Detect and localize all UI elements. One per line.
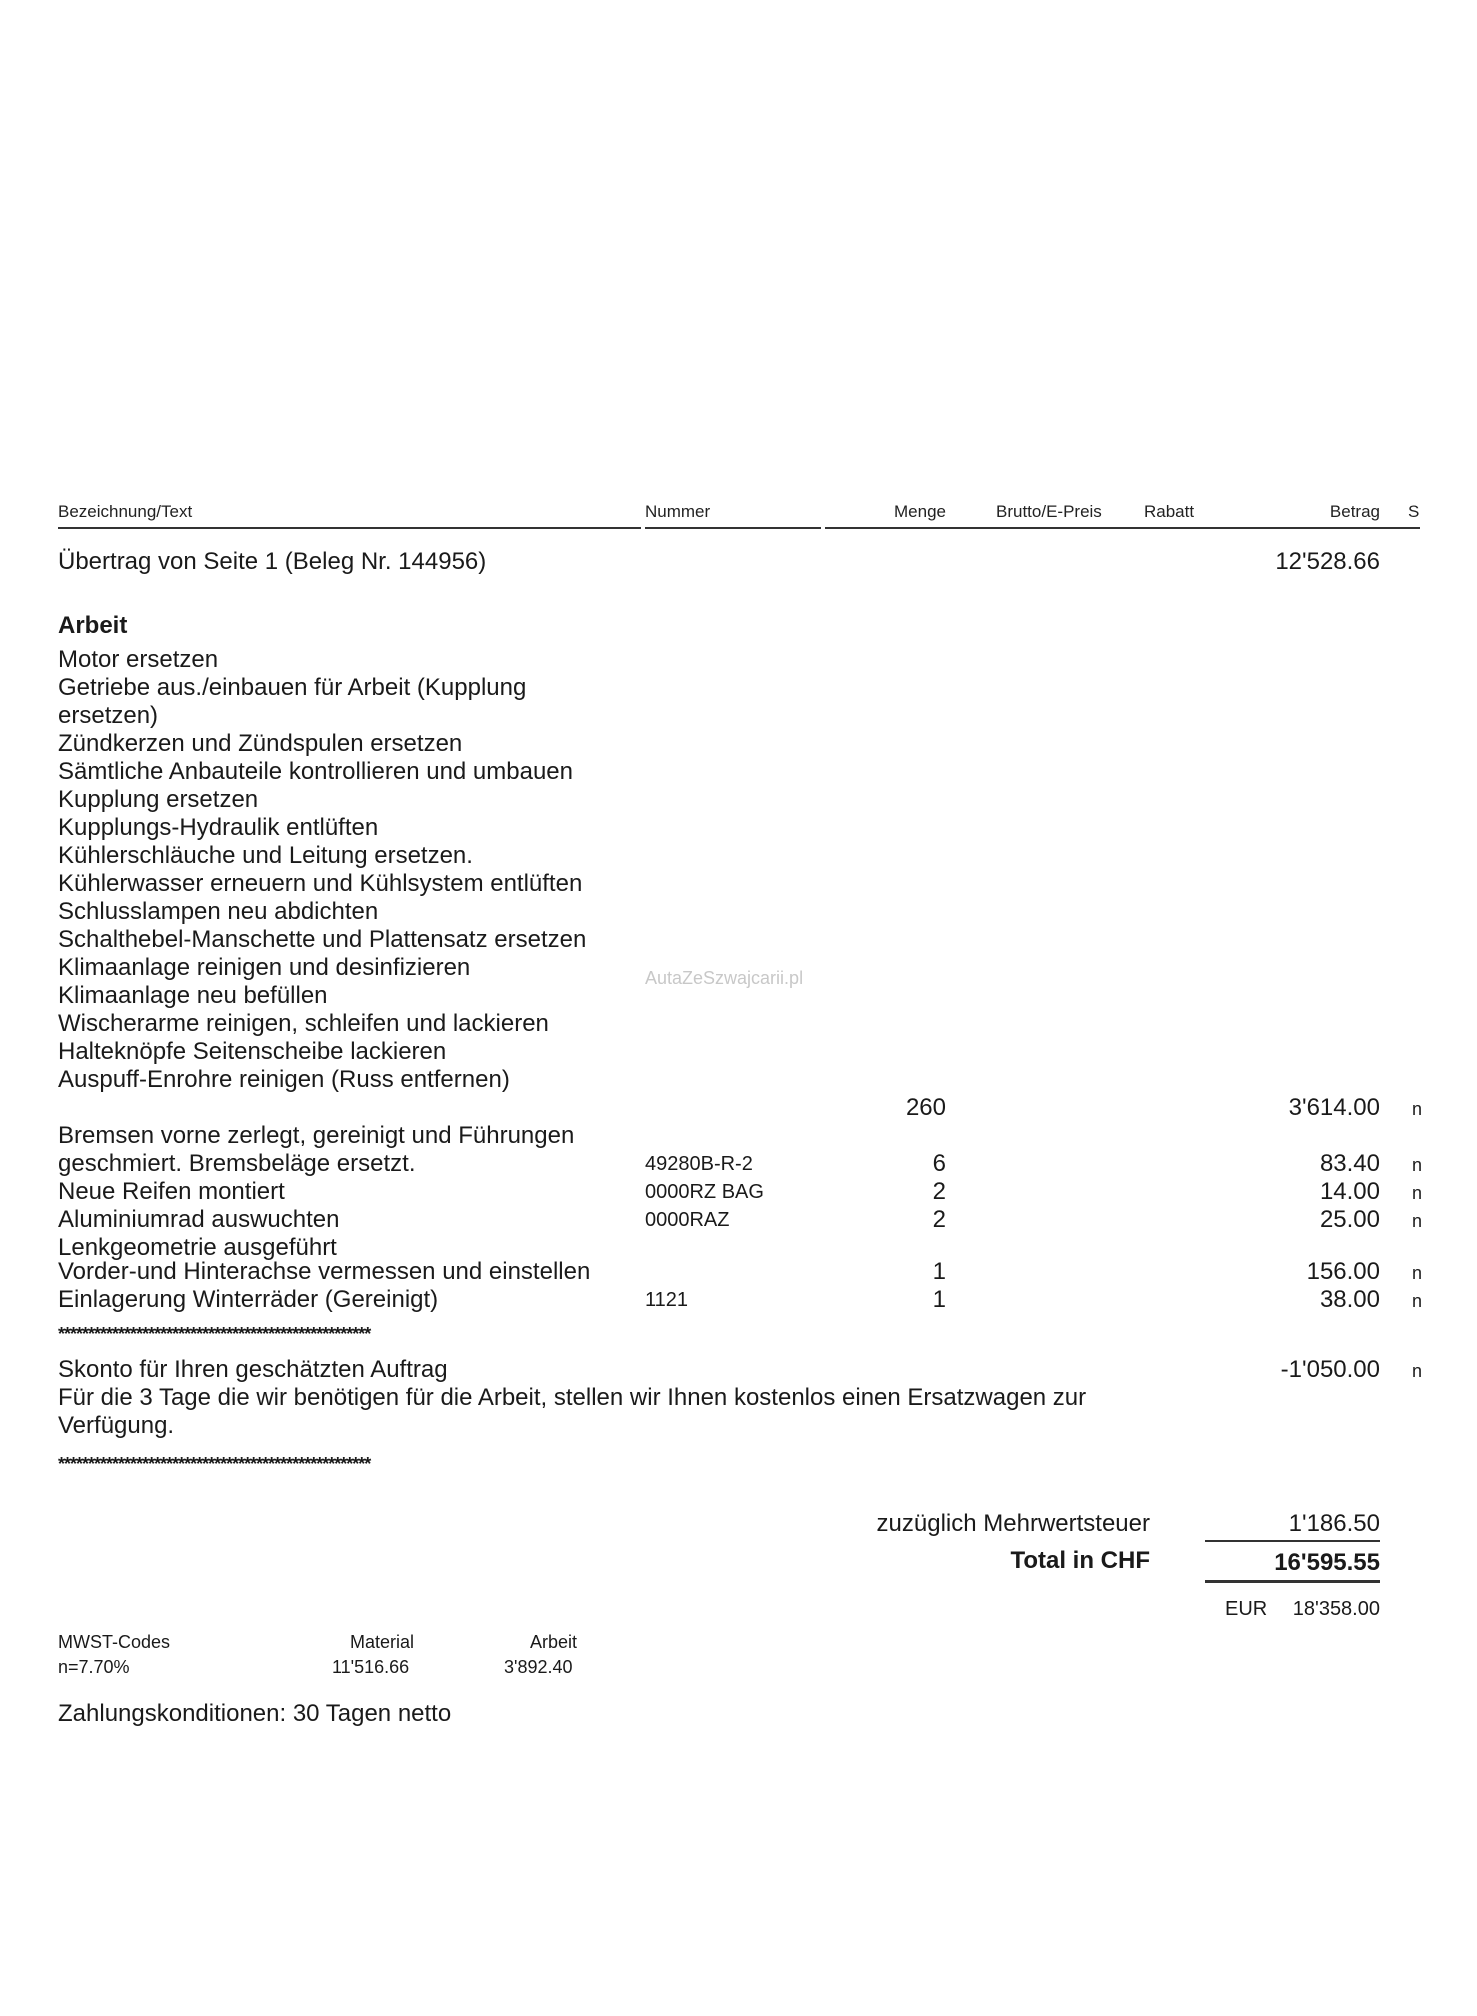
work-line: Klimaanlage neu befüllen bbox=[58, 982, 328, 1009]
item-betrag: 83.40 bbox=[1319, 1150, 1380, 1177]
col-header-preis: Brutto/E-Preis bbox=[996, 502, 1102, 521]
item-nummer: 0000RZ BAG bbox=[645, 1181, 764, 1203]
item-s: n bbox=[1412, 1155, 1423, 1175]
item-s: n bbox=[1412, 1183, 1423, 1203]
work-line: Wischerarme reinigen, schleifen und lackieren bbox=[58, 1010, 549, 1037]
item-menge: 6 bbox=[932, 1150, 946, 1177]
carry-over-amount: 12'528.66 bbox=[1275, 548, 1380, 575]
work-total-menge: 260 bbox=[905, 1094, 946, 1121]
item-betrag: 38.00 bbox=[1319, 1286, 1380, 1313]
eur-amount: 18'358.00 bbox=[1292, 1598, 1380, 1620]
item-text: Neue Reifen montiert bbox=[58, 1178, 285, 1205]
work-line: Halteknöpfe Seitenscheibe lackieren bbox=[58, 1038, 447, 1065]
total-amount: 16'595.55 bbox=[1274, 1549, 1380, 1576]
discount-line: Für die 3 Tage die wir benötigen für die Arbeit, stellen wir Ihnen kostenlos einen Ersatzwagen zur bbox=[58, 1384, 1087, 1411]
item-text: Aluminiumrad auswuchten bbox=[58, 1206, 340, 1233]
item-menge: 1 bbox=[932, 1286, 946, 1313]
work-total-s: n bbox=[1412, 1099, 1423, 1119]
item-s: n bbox=[1412, 1291, 1423, 1311]
eur-label: EUR bbox=[1225, 1598, 1268, 1620]
col-header-rabatt: Rabatt bbox=[1144, 502, 1195, 521]
col-header-menge: Menge bbox=[894, 502, 946, 521]
separator-stars: **************************************************** bbox=[58, 1324, 371, 1344]
item-text: geschmiert. Bremsbeläge ersetzt. bbox=[58, 1150, 416, 1177]
item-menge: 2 bbox=[932, 1178, 946, 1205]
item-text: Bremsen vorne zerlegt, gereinigt und Führungen bbox=[58, 1122, 575, 1149]
table-row bbox=[0, 1234, 1477, 1261]
discount-s: n bbox=[1412, 1361, 1423, 1381]
work-line: Schlusslampen neu abdichten bbox=[58, 898, 379, 925]
item-menge: 1 bbox=[932, 1258, 946, 1285]
table-row bbox=[0, 1122, 1477, 1150]
total-underline bbox=[1205, 1580, 1380, 1583]
work-line: Kühlerschläuche und Leitung ersetzen. bbox=[58, 842, 473, 869]
header-rule bbox=[645, 527, 821, 529]
item-nummer: 0000RAZ bbox=[645, 1209, 730, 1231]
work-line: Schalthebel-Manschette und Plattensatz ersetzen bbox=[58, 926, 587, 953]
item-betrag: 25.00 bbox=[1319, 1206, 1380, 1233]
vat-amount: 1'186.50 bbox=[1288, 1510, 1380, 1537]
mwst-title: MWST-Codes bbox=[58, 1632, 171, 1652]
mwst-col-arbeit: Arbeit bbox=[530, 1632, 578, 1652]
header-rule bbox=[825, 527, 1420, 529]
vat-underline bbox=[1205, 1540, 1380, 1542]
discount-amount: -1'050.00 bbox=[1280, 1356, 1380, 1383]
discount-line: Verfügung. bbox=[58, 1412, 175, 1439]
item-betrag: 14.00 bbox=[1319, 1178, 1380, 1205]
work-line: Kühlerwasser erneuern und Kühlsystem entlüften bbox=[58, 870, 583, 897]
discount-text bbox=[58, 1356, 1086, 1440]
col-header-text: Bezeichnung/Text bbox=[58, 502, 193, 521]
discount-line: Skonto für Ihren geschätzten Auftrag bbox=[58, 1356, 448, 1383]
item-betrag: 156.00 bbox=[1306, 1258, 1380, 1285]
section-title: Arbeit bbox=[58, 612, 128, 639]
work-line: Auspuff-Enrohre reinigen (Russ entfernen) bbox=[58, 1066, 510, 1093]
work-total-betrag: 3'614.00 bbox=[1288, 1094, 1380, 1121]
separator-stars: **************************************************** bbox=[58, 1454, 371, 1474]
item-text: Vorder-und Hinterachse vermessen und einstellen bbox=[58, 1258, 591, 1285]
col-header-betrag: Betrag bbox=[1329, 502, 1380, 521]
mwst-code: n=7.70% bbox=[58, 1657, 130, 1677]
items bbox=[0, 1122, 1477, 1314]
total-label: Total in CHF bbox=[1010, 1547, 1150, 1574]
mwst-col-material: Material bbox=[350, 1632, 415, 1652]
work-line: Zündkerzen und Zündspulen ersetzen bbox=[58, 730, 463, 757]
mwst-arbeit: 3'892.40 bbox=[504, 1657, 573, 1677]
item-nummer: 49280B-R-2 bbox=[645, 1153, 753, 1175]
work-line: Kupplungs-Hydraulik entlüften bbox=[58, 814, 379, 841]
work-line: Motor ersetzen bbox=[58, 646, 219, 673]
item-menge: 2 bbox=[932, 1206, 946, 1233]
mwst-material: 11'516.66 bbox=[332, 1657, 410, 1677]
table-row bbox=[0, 1286, 1477, 1314]
item-text: Einlagerung Winterräder (Gereinigt) bbox=[58, 1286, 439, 1313]
table-row bbox=[0, 1150, 1477, 1178]
item-s: n bbox=[1412, 1263, 1423, 1283]
col-header-nummer: Nummer bbox=[645, 502, 711, 521]
item-nummer: 1121 bbox=[645, 1289, 689, 1311]
item-s: n bbox=[1412, 1211, 1423, 1231]
work-line: ersetzen) bbox=[58, 702, 159, 729]
work-line: Kupplung ersetzen bbox=[58, 786, 259, 813]
watermark: AutaZeSzwajcarii.pl bbox=[645, 968, 804, 988]
table-row bbox=[0, 1178, 1477, 1206]
payment-terms: Zahlungskonditionen: 30 Tagen netto bbox=[58, 1700, 452, 1727]
work-line: Sämtliche Anbauteile kontrollieren und umbauen bbox=[58, 758, 574, 785]
work-line: Klimaanlage reinigen und desinfizieren bbox=[58, 954, 471, 981]
carry-over-text: Übertrag von Seite 1 (Beleg Nr. 144956) bbox=[58, 548, 487, 575]
work-lines bbox=[58, 646, 586, 1094]
col-header-s: S bbox=[1408, 502, 1420, 521]
item-text: Lenkgeometrie ausgeführt bbox=[58, 1234, 337, 1261]
vat-label: zuzüglich Mehrwertsteuer bbox=[876, 1510, 1150, 1537]
table-row bbox=[0, 1258, 1477, 1286]
header-rule bbox=[58, 527, 641, 529]
work-line: Getriebe aus./einbauen für Arbeit (Kupplung bbox=[58, 674, 527, 701]
table-row bbox=[0, 1206, 1477, 1234]
